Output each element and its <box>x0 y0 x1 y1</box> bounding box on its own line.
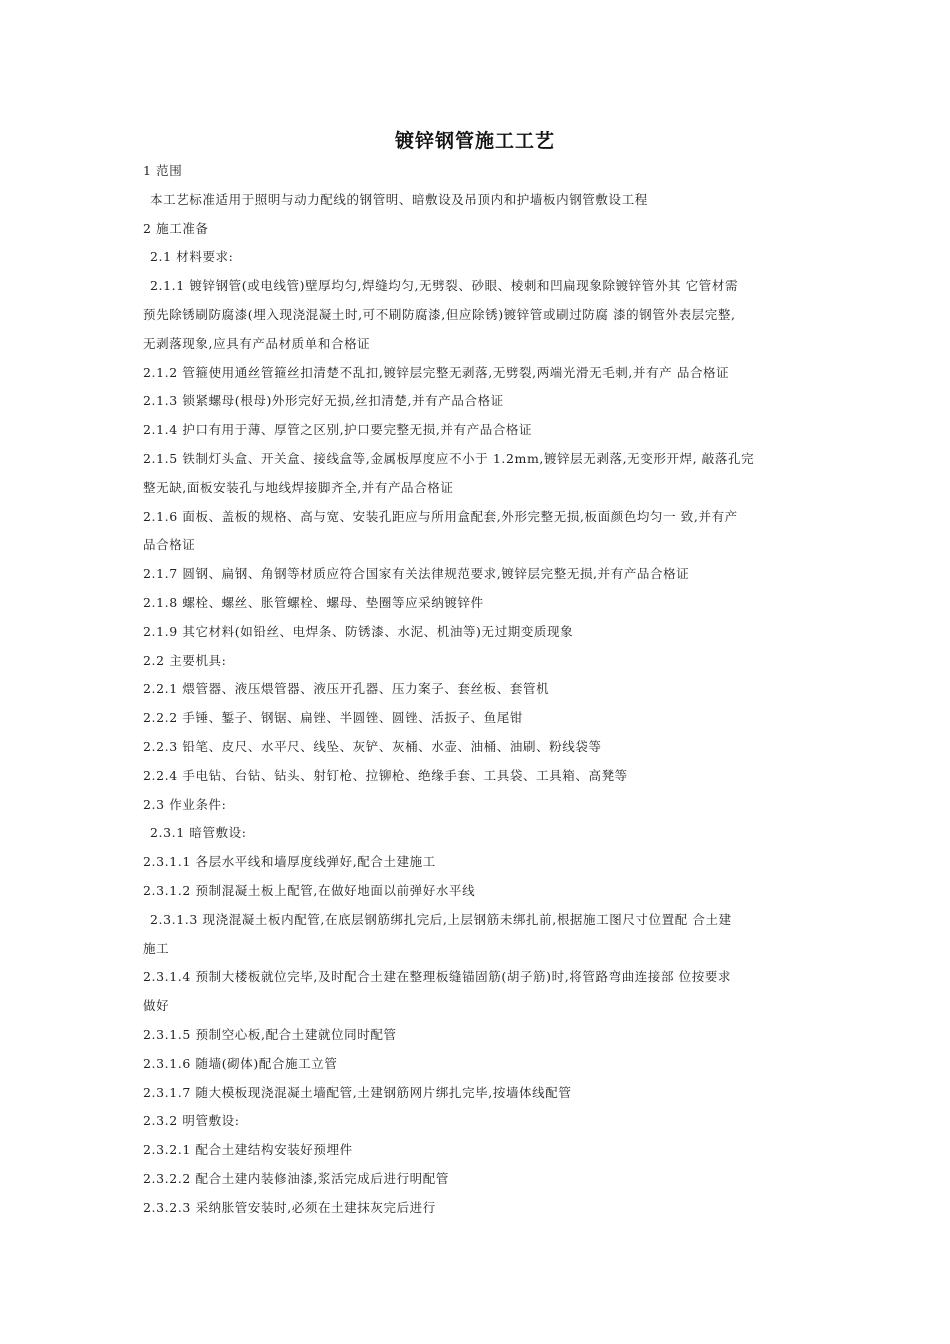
text-line: 2.2 主要机具: <box>143 652 227 668</box>
text-line: 2.1.4 护口有用于薄、厚管之区别,护口要完整无损,并有产品合格证 <box>143 422 533 438</box>
text-line: 2.3.1.3 现浇混凝土板内配管,在底层钢筋绑扎完后,上层钢筋未绑扎前,根据施工图尺寸位置配 合土建 <box>150 911 732 927</box>
text-line: 2.2.1 煨管器、液压煨管器、液压开孔器、压力案子、套丝板、套管机 <box>143 681 550 697</box>
text-line: 2.1.9 其它材料(如铅丝、电焊条、防锈漆、水泥、机油等)无过期变质现象 <box>143 623 574 639</box>
text-line: 无剥落现象,应具有产品材质单和合格证 <box>143 335 371 351</box>
text-line: 2.3 作业条件: <box>143 796 227 812</box>
text-line: 2.2.2 手锤、錾子、钢锯、扁锉、半圆锉、圆锉、活扳子、鱼尾钳 <box>143 710 523 726</box>
text-line: 2.3.2.2 配合土建内装修油漆,浆活完成后进行明配管 <box>143 1170 449 1186</box>
document-body <box>143 157 811 1222</box>
text-line: 整无缺,面板安装孔与地线焊接脚齐全,并有产品合格证 <box>143 479 454 495</box>
text-line: 品合格证 <box>143 537 196 553</box>
text-line: 2.3.2.3 采纳胀管安装时,必须在土建抹灰完后进行 <box>143 1199 436 1215</box>
text-line: 2.3.1.2 预制混凝土板上配管,在做好地面以前弹好水平线 <box>143 882 476 898</box>
text-line: 2.2.3 铅笔、皮尺、水平尺、线坠、灰铲、灰桶、水壶、油桶、油刷、粉线袋等 <box>143 738 602 754</box>
text-line: 2.3.1.7 随大模板现浇混凝土墙配管,土建钢筋网片绑扎完毕,按墙体线配管 <box>143 1084 572 1100</box>
text-line: 2.3.1.5 预制空心板,配合土建就位同时配管 <box>143 1026 397 1042</box>
text-line: 2.1.1 镀锌钢管(或电线管)壁厚均匀,焊缝均匀,无劈裂、砂眼、棱刺和凹扁现象除镀锌管外其 它管材需 <box>150 278 739 294</box>
text-line: 2.1 材料要求: <box>150 249 234 265</box>
text-line: 2.1.6 面板、盖板的规格、高与宽、安装孔距应与所用盒配套,外形完整无损,板面颜色均匀一 致,并有产 <box>143 508 738 524</box>
text-line: 2.2.4 手电钻、台钻、钻头、射钉枪、拉铆枪、绝缘手套、工具袋、工具箱、高凳等 <box>143 767 628 783</box>
text-line: 1 范围 <box>143 163 183 178</box>
text-line: 2.3.1 暗管敷设: <box>150 825 247 841</box>
text-line: 2.3.1.6 随墙(砌体)配合施工立管 <box>143 1055 338 1071</box>
text-line: 2.1.3 锁紧螺母(根母)外形完好无损,丝扣清楚,并有产品合格证 <box>143 393 504 409</box>
text-line: 2.1.7 圆钢、扁钢、角钢等材质应符合国家有关法律规范要求,镀锌层完整无损,并有产品合格证 <box>143 566 690 582</box>
text-line: 预先除锈刷防腐漆(埋入现浇混凝土时,可不刷防腐漆,但应除锈)镀锌管或刷过防腐 漆的钢管外表层完整, <box>143 306 736 322</box>
text-line: 2.1.8 螺栓、螺丝、胀管螺栓、螺母、垫圈等应采纳镀锌件 <box>143 594 484 610</box>
text-line: 施工 <box>143 940 170 956</box>
text-line: 2.3.2 明管敷设: <box>143 1113 240 1129</box>
text-line: 做好 <box>143 998 170 1014</box>
text-line: 2.3.1.1 各层水平线和墙厚度线弹好,配合土建施工 <box>143 854 436 870</box>
text-line: 2.3.1.4 预制大楼板就位完毕,及时配合土建在整理板缝锚固筋(胡子筋)时,将管路弯曲连接部 位按要求 <box>143 969 732 985</box>
text-line: 2.1.5 铁制灯头盒、开关盒、接线盒等,金属板厚度应不小于 1.2mm,镀锌层无剥落,无变形开焊, 敲落孔完 <box>143 450 755 466</box>
text-line: 本工艺标准适用于照明与动力配线的钢管明、暗敷设及吊顶内和护墙板内钢管敷设工程 <box>150 191 648 207</box>
document-title: 镀锌钢管施工工艺 <box>394 130 555 152</box>
text-line: 2 施工准备 <box>143 220 209 236</box>
text-line: 2.1.2 管箍使用通丝管箍丝扣清楚不乱扣,镀锌层完整无剥落,无劈裂,两端光滑无毛刺,并有产 品合格证 <box>143 364 730 380</box>
text-line: 2.3.2.1 配合土建结构安装好预埋件 <box>143 1142 353 1158</box>
